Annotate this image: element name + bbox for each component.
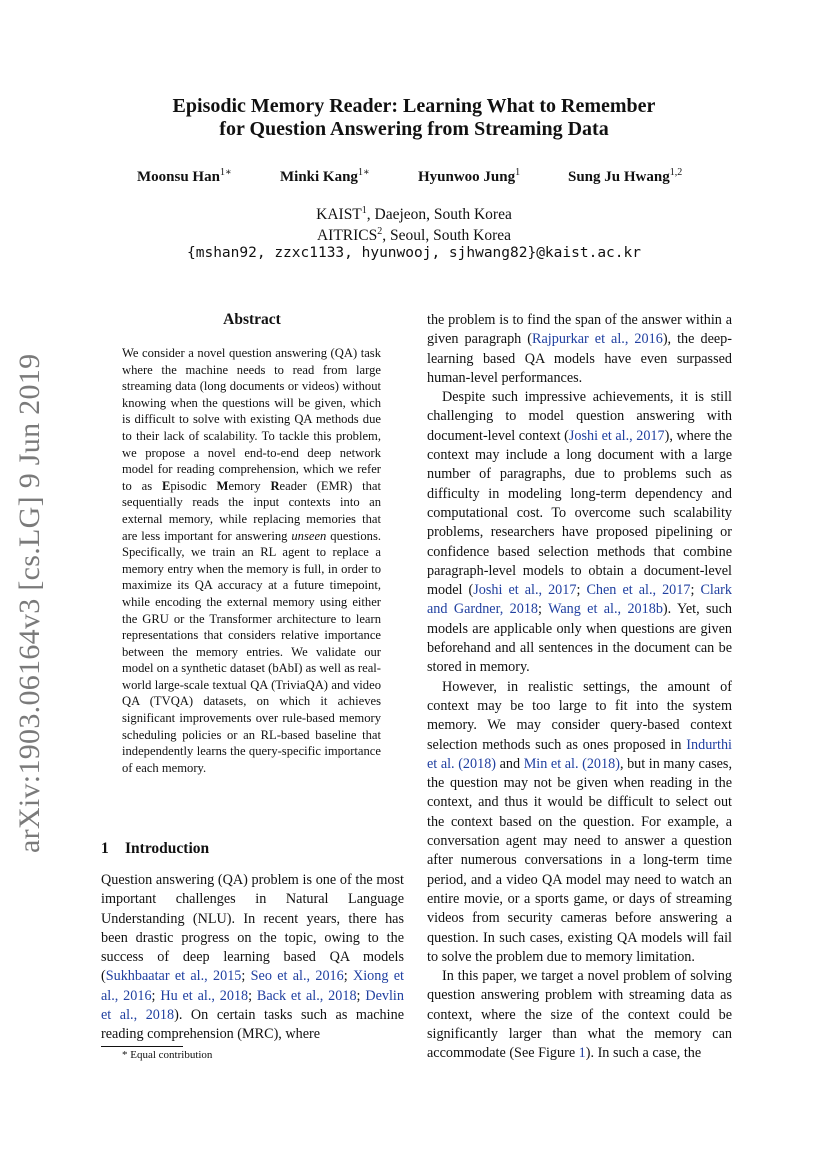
citation-link[interactable]: Wang et al., 2018b [548,601,663,618]
paragraph-continued [427,311,732,388]
intro-text: Question answering (QA) problem is one of the most important challenges in Natural Language Understanding (NLU). In recent years, there has been drastic progress on the topic, owing to the success of deep learning based QA models ( [101,872,404,985]
citation-separator: ; [690,582,701,599]
abstract-text: We consider a novel question answering (QA) task where the machine needs to read from large streaming data (long documents or videos) without knowing when the questions will be given, which is difficult to solve with existing QA methods due to their lack of scalability. To tackle this problem, we propose a novel end-to-end deep network model for reading comprehension, which we refer to as [122,346,381,493]
body-text: Despite such impressive achievements, it is still challenging to model question answering with document-level context ( [427,389,732,444]
affiliation-org: AITRICS [316,227,378,245]
abstract-text: eader (EMR) that sequentially reads the input contexts into an external memory, while replacing memories that are less important for answering [122,478,382,543]
paragraph-this-paper [427,967,732,1063]
author-name: Minki Kang [280,169,358,185]
body-text: and [496,755,524,772]
author-affil-marker: 1 [515,167,521,178]
author-3 [418,167,520,186]
intro-text: ). On certain tasks such as machine reading comprehension (MRC), where [101,1007,404,1043]
affiliation-marker: 1 [361,205,367,216]
citation-separator: ; [151,987,161,1004]
affiliation-1 [0,205,828,224]
footnote-rule [101,1046,183,1047]
figure-reference-link[interactable]: 1 [578,1045,586,1062]
affiliation-2 [0,226,828,245]
abstract-text: questions. Specifically, we train an RL agent to replace a memory entry when the memory is full, in order to maximize its QA accuracy at a future timepoint, while encoding the external memory using either the GRU or the Transformer architecture to learn representations that considers relative importance between the memory entries. We validate our model on a synthetic dataset (bAbI) as well as real-world large-scale textual QA (TriviaQA) and video QA (TVQA) datasets, on which it achieves significant improvements over rule-based memory scheduling policies or an RL-based baseline that independently learns the query-specific importance of each memory. [122,528,382,775]
paper-title-line-1: Episodic Memory Reader: Learning What to Remember [172,95,656,117]
section-title: Introduction [125,840,210,857]
author-affil-marker: 1,2 [669,167,683,178]
paper-title [0,95,828,141]
abstract-acronym-letter: R [270,478,280,493]
abstract-acronym-letter: M [216,478,229,493]
footnote: * Equal contribution [122,1049,213,1061]
author-name: Hyunwoo Jung [418,169,516,185]
paragraph-document-level [427,388,732,677]
body-text: ), the deep-learning based QA models have even surpassed human-level performances. [427,331,732,386]
affiliation-marker: 2 [377,226,383,237]
body-text: ). In such a case, the [585,1045,702,1062]
citation-link[interactable]: Joshi et al., 2017 [568,427,665,444]
body-text: , but in many cases, the question may not be given when reading in the context, and thus it would be difficult to select out the context based on the question. For example, a conversation agent may need to answer a question after numerous conversations in a long-term time period, and a video QA model may need to watch an entire movie, or a sports game, or days of streaming videos from security cameras before answering a question. In such cases, existing QA models will fail to solve the problem due to memory limitation. [427,755,733,965]
affiliation-org: KAIST [316,206,362,224]
body-text: the problem is to find the span of the answer within a given paragraph ( [427,312,732,348]
citation-separator: ; [343,968,353,985]
citation-link[interactable]: Back et al., 2018 [256,987,357,1004]
body-text: ). Yet, such models are applicable only when questions are given beforehand and all sentences in the document can be stored in memory. [427,601,732,676]
affiliation-location: , Daejeon, South Korea [366,206,512,224]
citation-link[interactable]: Devlin et al., 2018 [101,987,404,1024]
arxiv-side-stamp: arXiv:1903.06164v3 [cs.LG] 9 Jun 2019 [13,353,46,853]
citation-link[interactable]: Xiong et al., 2016 [101,968,404,1004]
body-text: ), where the context may include a long document with a large number of paragraphs, due to problems such as difficulty in modeling long-term dependency and computational cost. To overcome such scalability problems, researchers have proposed pipelining or confidence based selection methods that combine paragraph-level models to obtain a document-level model ( [427,427,732,599]
body-text: In this paper, we target a novel problem of solving question answering problem with streaming data as context, where the size of the context could be significantly larger than what the memory can accommodate (See Figure [427,968,732,1062]
abstract-emphasis: unseen [291,528,327,543]
citation-link[interactable]: Clark and Gardner, 2018 [427,582,732,618]
abstract-heading: Abstract [223,311,281,328]
citation-separator: ; [248,987,257,1004]
author-affil-marker: 1∗ [219,167,232,178]
paragraph-realistic-settings [427,678,732,967]
citation-separator: ; [538,601,549,618]
section-heading-introduction [101,840,209,858]
citation-link[interactable]: Rajpurkar et al., 2016 [532,331,663,348]
author-name: Sung Ju Hwang [568,169,670,185]
author-1 [137,167,232,186]
citation-link[interactable]: Hu et al., 2018 [160,987,249,1004]
author-emails: {mshan92, zzxc1133, hyunwooj, sjhwang82}@kaist.ac.kr [187,245,641,261]
citation-link[interactable]: Chen et al., 2017 [586,582,691,599]
abstract-body [122,345,381,776]
citation-link[interactable]: Sukhbaatar et al., 2015 [105,968,242,985]
citation-link[interactable]: Seo et al., 2016 [250,968,344,985]
section-number: 1 [101,840,109,857]
author-name: Moonsu Han [137,169,220,185]
citation-link[interactable]: Min et al. (2018) [523,755,620,772]
author-2 [280,167,370,186]
abstract-text: emory [228,478,271,493]
citation-separator: ; [356,987,366,1004]
citation-separator: ; [576,582,587,599]
citation-link[interactable]: Indurthi et al. (2018) [427,736,732,772]
affiliation-location: , Seoul, South Korea [382,227,512,245]
paper-title-line-2: for Question Answering from Streaming Data [219,118,609,140]
author-affil-marker: 1∗ [357,167,370,178]
citation-separator: ; [241,968,251,985]
body-text: However, in realistic settings, the amount of context may be too large to fit into the system memory. We may consider query-based context selection methods such as ones proposed in [427,678,732,753]
abstract-acronym-letter: E [161,478,171,493]
citation-link[interactable]: Joshi et al., 2017 [473,582,577,599]
introduction-paragraph [101,871,404,1045]
abstract-text: pisodic [170,478,217,493]
author-4 [568,167,682,186]
right-column [427,311,732,1064]
